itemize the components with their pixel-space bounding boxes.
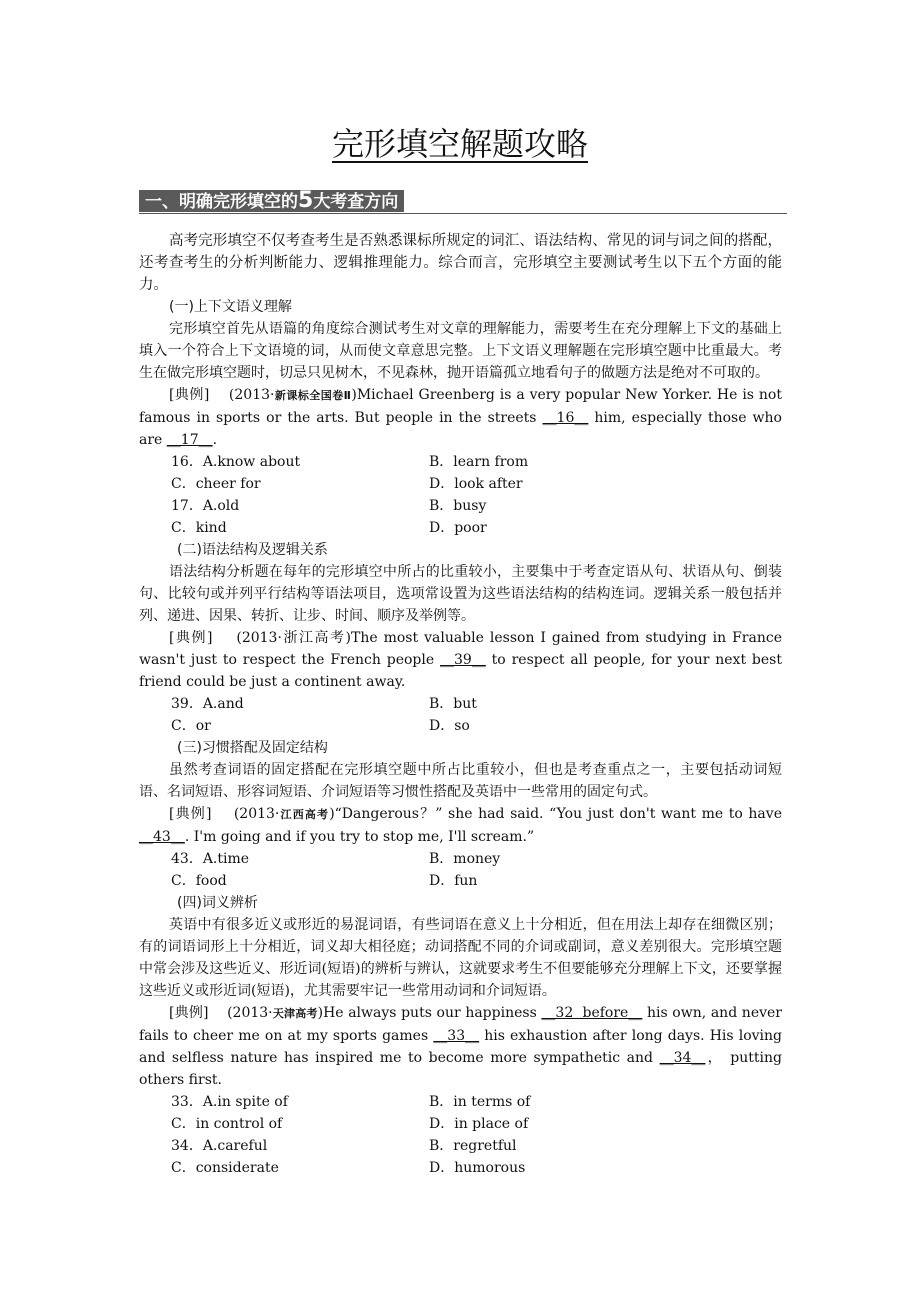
option-row: C．considerate D．humorous [171,1160,526,1176]
option-row: C．or D．so [171,718,470,734]
option-row: C．kind D．poor [171,520,487,536]
part-body: 完形填空首先从语篇的角度综合测试考生对文章的理解能力，需要考生在充分理解上下文的基础上填入一个符合上下文语境的词，从而使文章意思完整。上下文语义理解题在完形填空题中比重最大。考生在做完形填空题时，切忌只见树木，不见森林，抛开语篇孤立地看句子的做题方法是绝对不可取的。 [139,321,782,381]
example-paragraph: [典例] (2013·天津高考)He always puts our happiness __32 before__ his own, and never fails to cheer me on at my sports games __33__ his exhaustion after long days. His loving and selfless nature has inspired me to become more sympathetic and __34__， putting others first. [139,1005,782,1088]
option-row: 34．A.careful B．regretful [171,1138,517,1154]
example-paragraph: [典例] (2013·新课标全国卷Ⅱ)Michael Greenberg is a very popular New Yorker. He is not famous in sports or the arts. But people in the streets __16__ him, especially those who are __17__. [139,387,782,448]
intro-paragraph: 高考完形填空不仅考查考生是否熟悉课标所规定的词汇、语法结构、常见的词与词之间的搭配，还考查考生的分析判断能力、逻辑推理能力。综合而言，完形填空主要测试考生以下五个方面的能力。 [139,233,782,293]
option-row: 16．A.know about B．learn from [171,454,529,470]
option-row: C．cheer for D．look after [171,476,523,492]
part-heading: (三)习惯搭配及固定结构 [177,740,328,756]
example-paragraph: [典例] (2013·浙江高考)The most valuable lesson I gained from studying in France wasn't just to respect the French people __39__ to respect all people, for your next best friend could be just a continent away. [139,630,782,690]
part-body: 虽然考查词语的固定搭配在完形填空题中所占比重较小，但也是考查重点之一，主要包括动词短语、名词短语、形容词短语、介词短语等习惯性搭配及英语中一些常用的固定句式。 [139,762,782,800]
option-row: 33．A.in spite of B．in terms of [171,1094,531,1110]
part-heading: (二)语法结构及逻辑关系 [177,542,328,558]
section-divider [139,213,787,214]
option-row: 43．A.time B．money [171,851,501,867]
part-body: 英语中有很多近义或形近的易混词语，有些词语在意义上十分相近，但在用法上却存在细微区别；有的词语词形上十分相近，词义却大相径庭；动词搭配不同的介词或副词，意义差别很大。完形填空题中常会涉及这些近义、形近词(短语)的辨析与辨认，这就要求考生不但要能够充分理解上下文，还要掌握这些近义或形近词(短语)，尤其需要牢记一些常用动词和介词短语。 [139,917,782,999]
option-row: 17．A.old B．busy [171,498,487,514]
document-body [139,230,782,1179]
page-title: 完形填空解题攻略 [331,125,588,163]
section-heading: 一、明确完形填空的5大考查方向 [139,190,404,212]
option-row: C．in control of D．in place of [171,1116,529,1132]
option-row: C．food D．fun [171,873,478,889]
option-row: 39．A.and B．but [171,696,477,712]
part-heading: (一)上下文语义理解 [169,299,292,315]
part-body: 语法结构分析题在每年的完形填空中所占的比重较小，主要集中于考查定语从句、状语从句、倒装句、比较句或并列平行结构等语法项目，选项常设置为这些语法结构的结构连词。逻辑关系一般包括并列、递进、因果、转折、让步、时间、顺序及举例等。 [139,564,782,624]
part-heading: (四)词义辨析 [177,895,258,911]
example-paragraph: [典例] (2013·江西高考)“Dangerous？” she had said. “You just don't want me to have __43__. I'm going and if you try to stop me, I'll scream.” [139,806,782,845]
